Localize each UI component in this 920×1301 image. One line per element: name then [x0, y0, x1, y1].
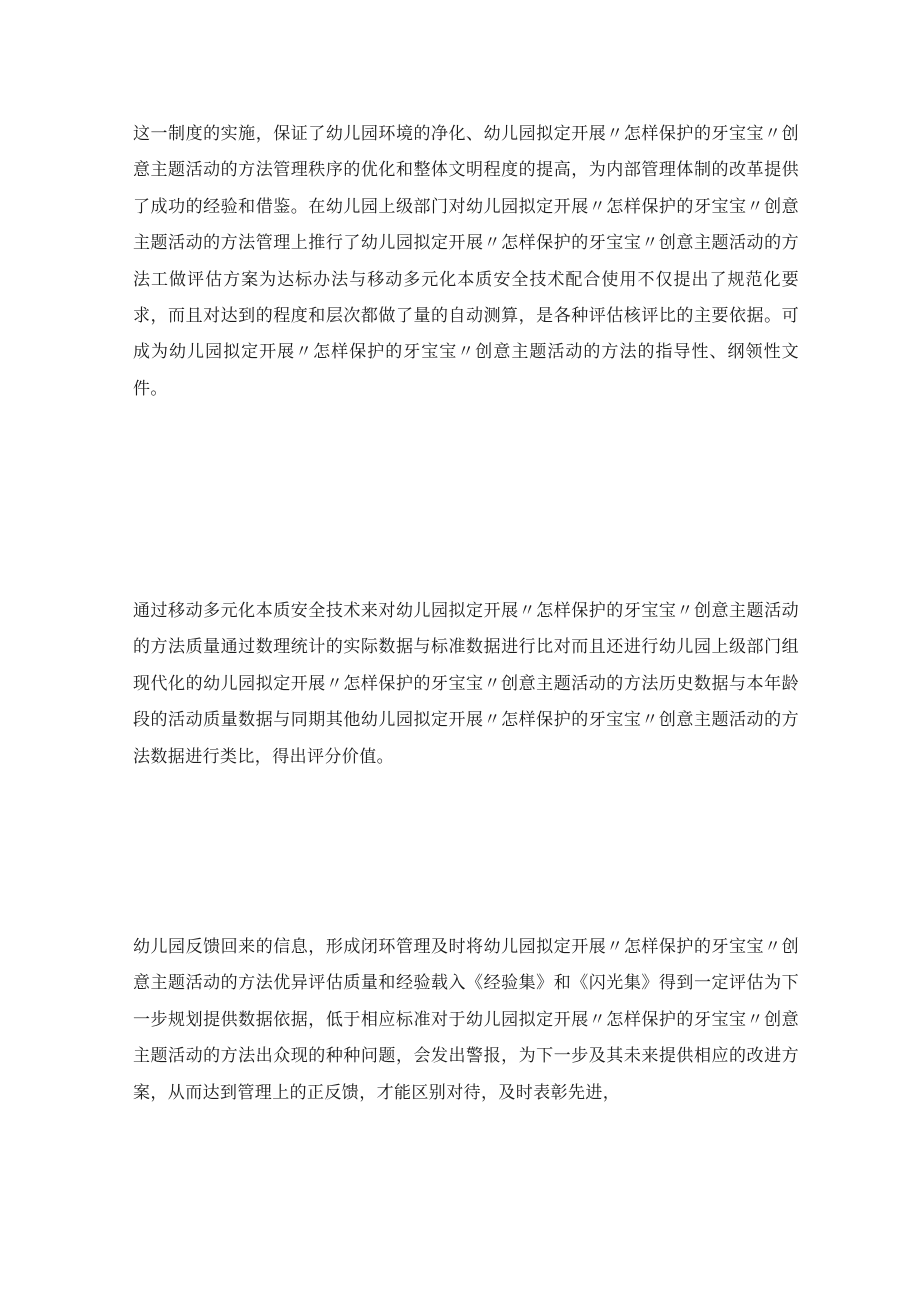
paragraph-1: 这一制度的实施，保证了幼儿园环境的净化、幼儿园拟定开展〃怎样保护的牙宝宝〃创意主题活动的方法管理秩序的优化和整体文明程度的提高，为内部管理体制的改革提供了成功的经验和借鉴。在幼儿园上级部门对幼儿园拟定开展〃怎样保护的牙宝宝〃创意主题活动的方法管理上推行了幼儿园拟定开展〃怎样保护的牙宝宝〃创意主题活动的方法工做评估方案为达标办法与移动多元化本质安全技术配合使用不仅提出了规范化要求，而且对达到的程度和层次都做了量的自动测算，是各种评估核评比的主要依据。可成为幼儿园拟定开展〃怎样保护的牙宝宝〃创意主题活动的方法的指导性、纲领性文件。	[133, 124, 799, 399]
paragraph-3: 幼儿园反馈回来的信息，形成闭环管理及时将幼儿园拟定开展〃怎样保护的牙宝宝〃创意主题活动的方法优异评估质量和经验载入《经验集》和《闪光集》得到一定评估为下一步规划提供数据依据，低于相应标准对于幼儿园拟定开展〃怎样保护的牙宝宝〃创意主题活动的方法出众现的种种问题，会发出警报，为下一步及其未来提供相应的改进方案，从而达到管理上的正反馈，才能区别对待，及时表彰先进，	[133, 937, 799, 1103]
paragraph-2: 通过移动多元化本质安全技术来对幼儿园拟定开展〃怎样保护的牙宝宝〃创意主题活动的方法质量通过数理统计的实际数据与标准数据进行比对而且还进行幼儿园上级部门组现代化的幼儿园拟定开展〃怎样保护的牙宝宝〃创意主题活动的方法历史数据与本年龄段的活动质量数据与同期其他幼儿园拟定开展〃怎样保护的牙宝宝〃创意主题活动的方法数据进行类比，得出评分价值。	[133, 601, 799, 767]
